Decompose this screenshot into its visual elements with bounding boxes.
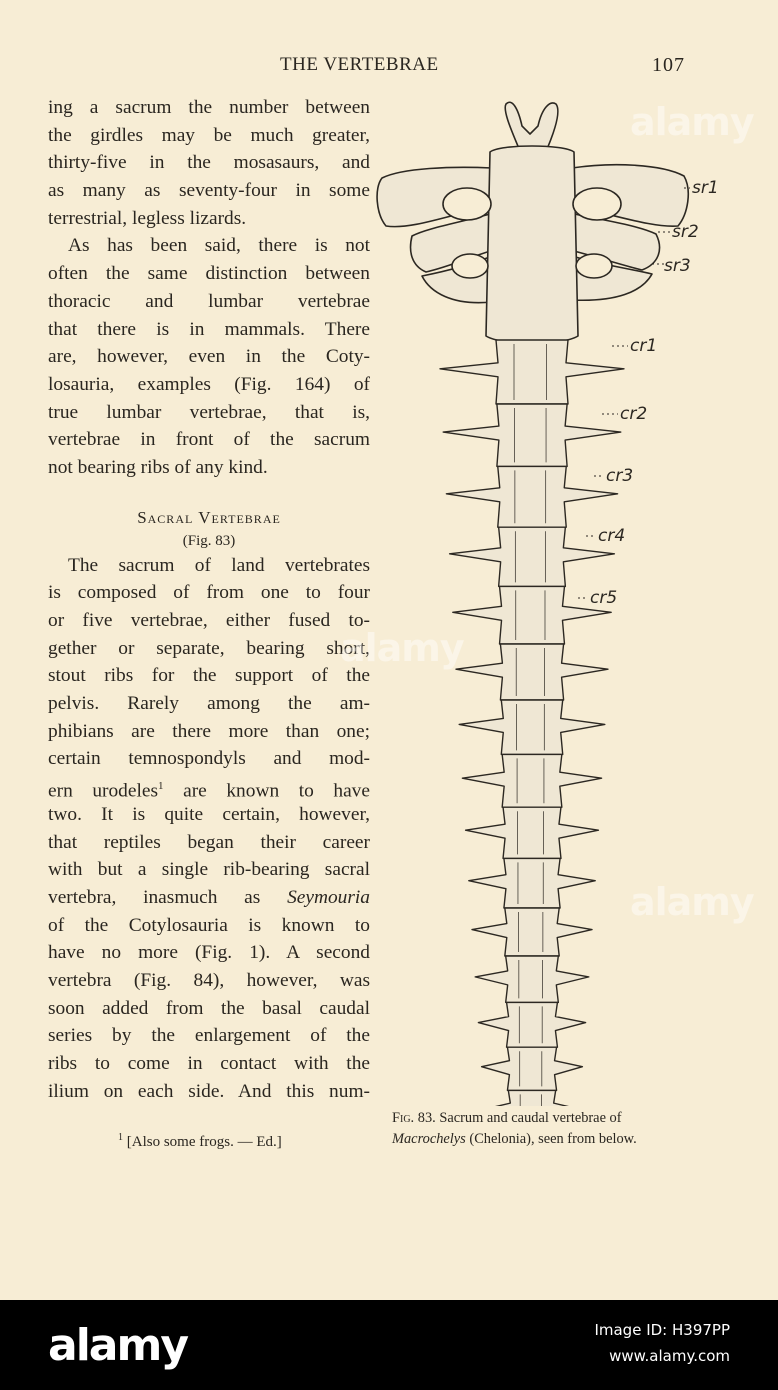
text-line: pelvis. Rarely among the am-: [48, 693, 370, 715]
text-line: vertebrae in front of the sacrum: [48, 429, 370, 451]
caption-text: (Chelonia), seen from below.: [469, 1131, 637, 1147]
text-line: [48, 884, 370, 912]
footnote: [118, 1132, 282, 1151]
vertebrae-illustration: [372, 96, 722, 1106]
running-title: THE VERTEBRAE: [280, 54, 439, 75]
text-line: often the same distinction between: [48, 263, 370, 285]
label-cr2: cr2: [620, 404, 648, 424]
figure-83: [372, 96, 722, 1106]
caption-text: Sacrum and caudal vertebrae of: [439, 1110, 622, 1126]
caudal-vertebra: [466, 807, 599, 858]
caudal-vertebra: [443, 404, 621, 466]
text-line: not bearing ribs of any kind.: [48, 456, 268, 478]
sacral-foramen: [443, 188, 491, 220]
text-fragment: vertebra, inasmuch as: [48, 886, 261, 908]
text-line: losauria, examples (Fig. 164) of: [48, 373, 370, 395]
caudal-vertebra: [446, 466, 617, 527]
text-line: The sacrum of land vertebrates: [68, 554, 370, 576]
caudal-vertebra: [469, 858, 595, 908]
text-line: or five vertebrae, either fused to-: [48, 610, 370, 631]
figure-caption: [392, 1108, 692, 1150]
text-line: the girdles may be much greater,: [48, 124, 370, 146]
label-cr3: cr3: [606, 466, 634, 486]
section-heading: Sacral Vertebrae: [137, 507, 281, 527]
caudal-vertebra: [478, 1002, 585, 1047]
footnote-reference: 1: [158, 780, 164, 793]
footnote-mark: 1: [118, 1132, 123, 1143]
section-figure-ref: (Fig. 83): [182, 532, 236, 549]
label-cr4: cr4: [598, 526, 626, 546]
caudal-series: [440, 340, 624, 1106]
text-line: certain temnospondyls and mod-: [48, 748, 370, 770]
image-id: Image ID: H397PP: [594, 1321, 730, 1339]
text-line: with but a single rib-bearing sacral: [48, 859, 370, 881]
text-fragment: ern urodeles: [48, 780, 159, 801]
text-line: is composed of from one to four: [48, 582, 370, 604]
label-sr2: sr2: [672, 222, 699, 242]
text-line: as many as seventy-four in some: [48, 180, 370, 202]
caudal-vertebra: [450, 527, 615, 586]
text-line: two. It is quite certain, however,: [48, 803, 370, 825]
text-line: [48, 773, 370, 801]
sacral-foramen: [452, 254, 488, 278]
text-line: series by the enlargement of the: [48, 1025, 370, 1047]
caudal-vertebra: [456, 644, 608, 700]
caudal-vertebra: [475, 956, 589, 1002]
caudal-vertebra: [472, 908, 592, 956]
site-link[interactable]: www.alamy.com: [609, 1347, 730, 1365]
caudal-vertebra: [485, 1090, 579, 1106]
text-fragment: are known to have: [163, 780, 370, 801]
text-line: vertebra (Fig. 84), however, was: [48, 969, 370, 991]
text-line: that there is in mammals. There: [48, 318, 370, 340]
brand-logo[interactable]: alamy: [48, 1320, 187, 1371]
caption-genus: Macrochelys: [392, 1131, 466, 1147]
text-line: phibians are there more than one;: [48, 720, 370, 742]
sacral-foramen: [576, 254, 612, 278]
text-line: that reptiles began their career: [48, 831, 370, 853]
caption-figure-number: Fig. 83.: [392, 1110, 436, 1126]
running-head: [0, 54, 778, 78]
label-cr5: cr5: [590, 588, 618, 608]
footnote-text: [Also some frogs. — Ed.]: [126, 1134, 282, 1150]
text-line: stout ribs for the support of the: [48, 665, 370, 687]
watermark: alamy: [630, 100, 754, 144]
page-number: 107: [652, 54, 685, 76]
body-text: [48, 94, 370, 1105]
text-line: soon added from the basal caudal: [48, 997, 370, 1019]
text-line: ribs to come in contact with the: [48, 1053, 370, 1074]
caudal-vertebra: [482, 1047, 583, 1090]
text-line: As has been said, there is not: [68, 235, 370, 257]
watermark: alamy: [630, 880, 754, 924]
text-line: thirty-five in the mosasaurs, and: [48, 152, 370, 174]
label-sr1: sr1: [692, 178, 719, 198]
text-line: gether or separate, bearing short,: [48, 637, 370, 659]
italic-term: Seymouria: [287, 886, 370, 908]
text-line: true lumbar vertebrae, that is,: [48, 401, 370, 423]
text-line: thoracic and lumbar vertebrae: [48, 290, 370, 312]
caudal-vertebra: [462, 754, 601, 807]
caudal-vertebra: [459, 700, 605, 754]
watermark: alamy: [340, 626, 464, 670]
text-line: terrestrial, legless lizards.: [48, 207, 247, 229]
label-cr1: cr1: [630, 336, 658, 356]
text-line: are, however, even in the Coty-: [48, 346, 370, 368]
text-line: have no more (Fig. 1). A second: [48, 942, 370, 964]
text-line: ing a sacrum the number between: [48, 97, 370, 118]
text-line: ilium on each side. And this num-: [48, 1080, 370, 1102]
text-line: of the Cotylosauria is known to: [48, 914, 370, 936]
label-sr3: sr3: [664, 256, 691, 276]
sacral-foramen: [573, 188, 621, 220]
sacral-centrum: [486, 146, 578, 344]
caudal-vertebra: [453, 586, 611, 644]
caudal-vertebra: [440, 340, 624, 404]
